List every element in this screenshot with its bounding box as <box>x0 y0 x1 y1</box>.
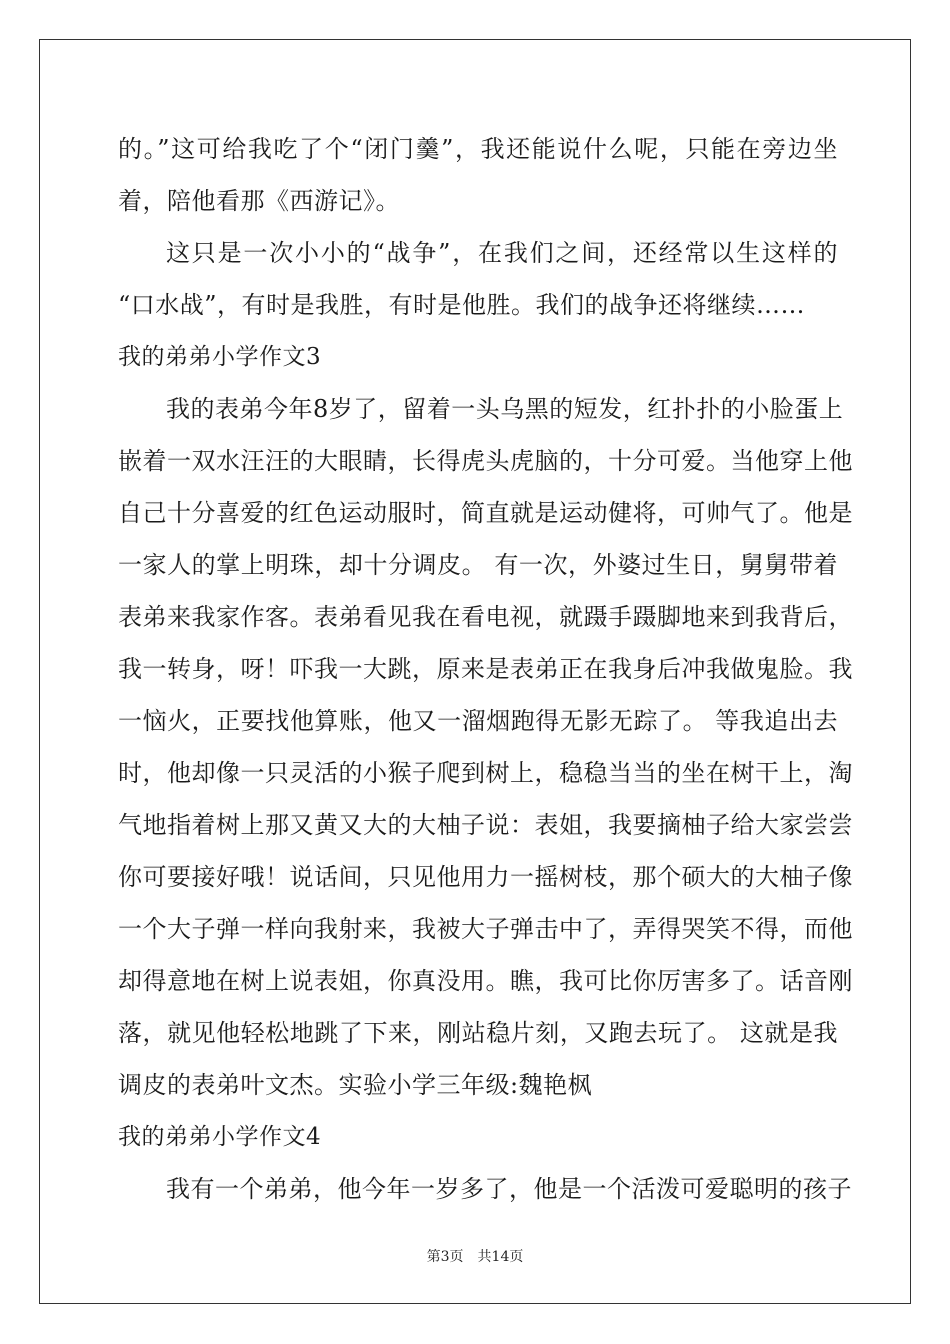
text-line: 表弟来我家作客。表弟看见我在看电视，就蹑手蹑脚地来到我背后， <box>118 603 853 631</box>
text-line: 着，陪他看那《西游记》。 <box>118 187 400 215</box>
text-line: 一恼火，正要找他算账，他又一溜烟跑得无影无踪了。 等我追出去 <box>118 707 838 735</box>
section-heading: 我的弟弟小学作文4 <box>118 1124 322 1150</box>
text-line: 自己十分喜爱的红色运动服时，简直就是运动健将，可帅气了。他是 <box>118 499 853 527</box>
text-line: 气地指着树上那又黄又大的大柚子说：表姐，我要摘柚子给大家尝尝 <box>118 811 853 839</box>
text-line: 落，就见他轻松地跳了下来，刚站稳片刻，又跑去玩了。 这就是我 <box>118 1019 838 1047</box>
paragraph-start-line: 这只是一次小小的“战争”，在我们之间，还经常以生这样的 <box>166 239 838 267</box>
text-line: 嵌着一双水汪汪的大眼睛，长得虎头虎脑的，十分可爱。当他穿上他 <box>118 447 853 475</box>
document-body <box>118 127 853 1219</box>
section-heading: 我的弟弟小学作文3 <box>118 344 322 370</box>
page-footer <box>0 1246 950 1266</box>
text-line: 调皮的表弟叶文杰。实验小学三年级:魏艳枫 <box>118 1071 593 1099</box>
text-line: 却得意地在树上说表姐，你真没用。瞧，我可比你厉害多了。话音刚 <box>118 967 853 995</box>
text-line: 我一转身，呀！吓我一大跳，原来是表弟正在我身后冲我做鬼脸。我 <box>118 655 853 683</box>
text-line: 一家人的掌上明珠，却十分调皮。 有一次，外婆过生日，舅舅带着 <box>118 551 838 579</box>
text-line: “口水战”，有时是我胜，有时是他胜。我们的战争还将继续…… <box>118 291 806 319</box>
text-line: 时，他却像一只灵活的小猴子爬到树上，稳稳当当的坐在树干上，淘 <box>118 759 853 787</box>
text-line: 一个大子弹一样向我射来，我被大子弹击中了，弄得哭笑不得，而他 <box>118 915 853 943</box>
text-line: 的。”这可给我吃了个“闭门羹”，我还能说什么呢，只能在旁边坐 <box>118 135 838 163</box>
paragraph-start-line: 我的表弟今年8岁了，留着一头乌黑的短发，红扑扑的小脸蛋上 <box>166 395 844 423</box>
paragraph-start-line: 我有一个弟弟，他今年一岁多了，他是一个活泼可爱聪明的孩子 <box>166 1175 852 1203</box>
page-number: 第3页 <box>426 1249 464 1265</box>
page-total: 共14页 <box>477 1249 524 1265</box>
text-line: 你可要接好哦！说话间，只见他用力一摇树枝，那个硕大的大柚子像 <box>118 863 853 891</box>
